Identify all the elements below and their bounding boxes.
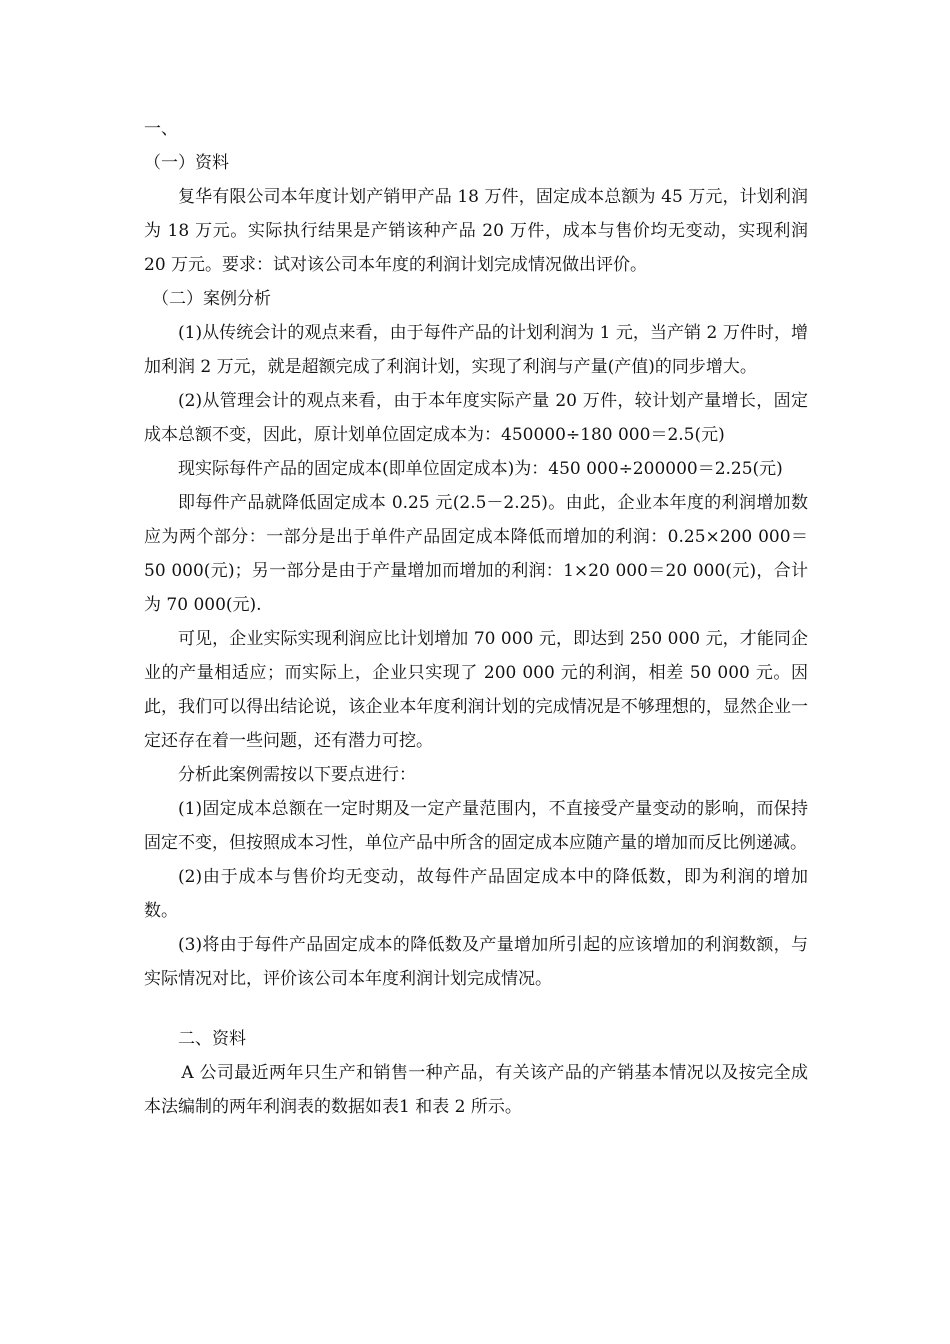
- section1-sub2-heading: （二）案例分析: [152, 289, 271, 309]
- analysis-intro: 分析此案例需按以下要点进行：: [178, 765, 416, 785]
- analysis-paragraph-3: 现实际每件产品的固定成本(即单位固定成本)为：450 000÷200000＝2.25(元): [178, 459, 783, 479]
- analysis-paragraph-2: (2)从管理会计的观点来看，由于本年度实际产量 20 万件，较计划产量增长，固定成本总额不变，因此，原计划单位固定成本为：450000÷180 000＝2.5(元): [144, 391, 808, 445]
- analysis-point-1: (1)固定成本总额在一定时期及一定产量范围内，不直接受产量变动的影响，而保持固定不变，但按照成本习性，单位产品中所含的固定成本应随产量的增加而反比例递减。: [144, 799, 808, 853]
- section-spacer: [144, 996, 808, 1022]
- section2-heading: 二、资料: [178, 1029, 246, 1049]
- section1-sub1-heading: （一）资料: [144, 153, 229, 173]
- analysis-paragraph-5: 可见，企业实际实现利润应比计划增加 70 000 元，即达到 250 000 元，才能同企业的产量相适应；而实际上，企业只实现了 200 000 元的利润，相差 50 000 元。因此，我们可以得出结论说，该企业本年度利润计划的完成情况是不够理想的，显然企业一定还存在着一些问题，还有潜力可挖。: [144, 629, 808, 751]
- analysis-paragraph-1: (1)从传统会计的观点来看，由于每件产品的计划利润为 1 元，当产销 2 万件时，增加利润 2 万元，就是超额完成了利润计划，实现了利润与产量(产值)的同步增大。: [144, 323, 808, 377]
- section2-paragraph: A 公司最近两年只生产和销售一种产品，有关该产品的产销基本情况以及按完全成本法编制的两年利润表的数据如表1 和表 2 所示。: [144, 1063, 808, 1117]
- document-page: [144, 112, 808, 1124]
- section1-material-paragraph: 复华有限公司本年度计划产销甲产品 18 万件，固定成本总额为 45 万元，计划利润为 18 万元。实际执行结果是产销该种产品 20 万件，成本与售价均无变动，实现利润 20 万元。要求：试对该公司本年度的利润计划完成情况做出评价。: [144, 187, 808, 275]
- analysis-point-2: (2)由于成本与售价均无变动，故每件产品固定成本中的降低数，即为利润的增加数。: [144, 867, 808, 921]
- section1-heading: 一、: [144, 119, 178, 139]
- analysis-paragraph-4: 即每件产品就降低固定成本 0.25 元(2.5－2.25)。由此，企业本年度的利润增加数应为两个部分：一部分是出于单件产品固定成本降低而增加的利润：0.25×200 000＝50 000(元)；另一部分是由于产量增加而增加的利润：1×20 000＝20 000(元)，合计为 70 000(元).: [144, 493, 808, 615]
- analysis-point-3: (3)将由于每件产品固定成本的降低数及产量增加所引起的应该增加的利润数额，与实际情况对比，评价该公司本年度利润计划完成情况。: [144, 935, 808, 989]
